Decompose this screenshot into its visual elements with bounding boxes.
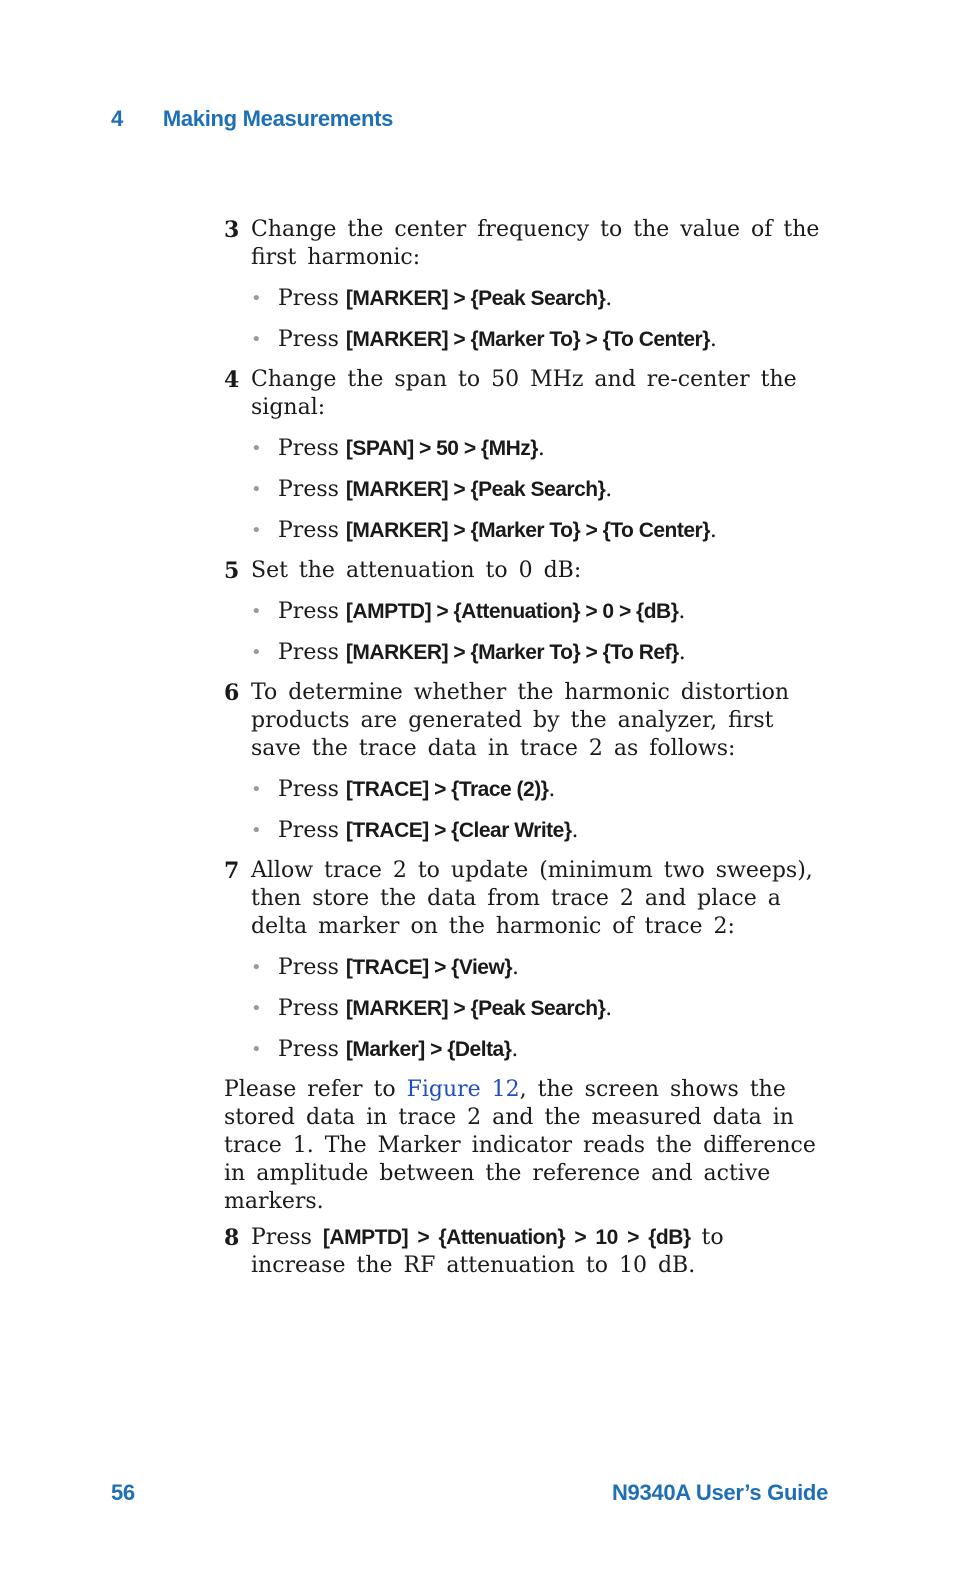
key-command: [MARKER] > {Marker To} > {To Ref} (345, 641, 679, 664)
bullet-icon: • (251, 520, 262, 541)
press-label: Press (278, 1037, 339, 1062)
press-label: Press (278, 286, 339, 311)
step-number: 8 (224, 1225, 240, 1251)
key-command: [MARKER] > {Marker To} > {To Center} (345, 519, 710, 542)
step-text: Allow trace 2 to update (minimum two sweeps), then store the data from trace 2 and place a delta marker on the harmonic of trace 2: (251, 858, 813, 939)
bullet-icon: • (251, 601, 262, 622)
chapter-header (111, 106, 393, 132)
step-number: 7 (224, 858, 240, 884)
press-label: Press (278, 818, 339, 843)
step-number: 3 (224, 217, 240, 243)
step-text: Change the span to 50 MHz and re-center the signal: (251, 367, 797, 420)
guide-title: N9340A User’s Guide (611, 1480, 828, 1505)
bullet-icon: • (251, 329, 262, 350)
step-text: To determine whether the harmonic distortion products are generated by the analyzer, first save the trace data in trace 2 as follows: (251, 680, 790, 761)
list-item (224, 954, 824, 982)
step-6 (224, 679, 824, 763)
list-item (224, 995, 824, 1023)
step-number: 5 (224, 558, 240, 584)
list-item (224, 435, 824, 463)
bullet-icon: • (251, 998, 262, 1019)
list-item (224, 817, 824, 845)
step-3 (224, 216, 824, 272)
key-command: [MARKER] > {Peak Search} (345, 287, 606, 310)
list-item (224, 1036, 824, 1064)
press-label: Press (278, 599, 339, 624)
sentence-end: . (512, 955, 519, 980)
chapter-title: Making Measurements (162, 106, 394, 131)
figure-link[interactable]: Figure 12 (406, 1077, 520, 1102)
key-command: [MARKER] > {Peak Search} (345, 478, 606, 501)
sentence-end: . (605, 996, 613, 1021)
list-item (224, 285, 824, 313)
key-command: [MARKER] > {Peak Search} (345, 997, 606, 1020)
sentence-end: . (511, 1037, 519, 1062)
list-item (224, 639, 824, 667)
body-paragraph (224, 1076, 824, 1216)
bullet-icon: • (251, 642, 262, 663)
press-label: Press (278, 327, 339, 352)
step-5 (224, 557, 824, 585)
press-label: Press (278, 436, 339, 461)
sentence-end: . (548, 777, 556, 802)
key-command: [TRACE] > {Clear Write} (345, 819, 572, 842)
key-command: [AMPTD] > {Attenuation} > 10 > {dB} (322, 1226, 691, 1249)
press-label: Press (278, 996, 339, 1021)
list-item (224, 326, 824, 354)
sentence-end: . (571, 818, 579, 843)
bullet-icon: • (251, 479, 262, 500)
bullet-icon: • (251, 820, 262, 841)
sentence-end: . (678, 599, 686, 624)
press-label: Press (278, 640, 339, 665)
press-label: Press (278, 477, 339, 502)
page-number: 56 (111, 1480, 135, 1505)
step-text-tail: to increase the RF attenuation to 10 dB. (251, 1225, 724, 1278)
step-8 (224, 1224, 824, 1280)
list-item (224, 517, 824, 545)
bullet-icon: • (251, 957, 262, 978)
press-label: Press (278, 518, 339, 543)
key-command: [TRACE] > {View} (345, 956, 512, 979)
sentence-end: . (709, 518, 717, 543)
step-text: Change the center frequency to the value of the first harmonic: (251, 217, 820, 270)
press-label: Press (251, 1225, 312, 1250)
step-text: Set the attenuation to 0 dB: (251, 558, 582, 583)
sentence-end: . (709, 327, 717, 352)
paragraph-text: , the screen shows the stored data in trace 2 and the measured data in trace 1. The Marker indicator reads the difference in amplitude between the reference and active markers. (224, 1077, 816, 1214)
bullet-icon: • (251, 288, 262, 309)
key-command: [TRACE] > {Trace (2)} (345, 778, 549, 801)
step-text (251, 1225, 724, 1278)
step-number: 4 (224, 367, 240, 393)
press-label: Press (278, 777, 339, 802)
list-item (224, 598, 824, 626)
key-command: [Marker] > {Delta} (345, 1038, 512, 1061)
bullet-icon: • (251, 438, 262, 459)
key-command: [AMPTD] > {Attenuation} > 0 > {dB} (345, 600, 679, 623)
sentence-end: . (605, 477, 613, 502)
bullet-icon: • (251, 1039, 262, 1060)
list-item (224, 476, 824, 504)
step-4 (224, 366, 824, 422)
press-label: Press (278, 955, 339, 980)
key-command: [MARKER] > {Marker To} > {To Center} (345, 328, 710, 351)
sentence-end: . (678, 640, 686, 665)
step-number: 6 (224, 680, 240, 706)
sentence-end: . (537, 436, 545, 461)
list-item (224, 776, 824, 804)
key-command: [SPAN] > 50 > {MHz} (345, 437, 538, 460)
sentence-end: . (605, 286, 613, 311)
step-7 (224, 857, 824, 941)
chapter-number: 4 (111, 106, 123, 131)
bullet-icon: • (251, 779, 262, 800)
paragraph-text: Please refer to (224, 1077, 407, 1102)
page-content (224, 216, 824, 1280)
